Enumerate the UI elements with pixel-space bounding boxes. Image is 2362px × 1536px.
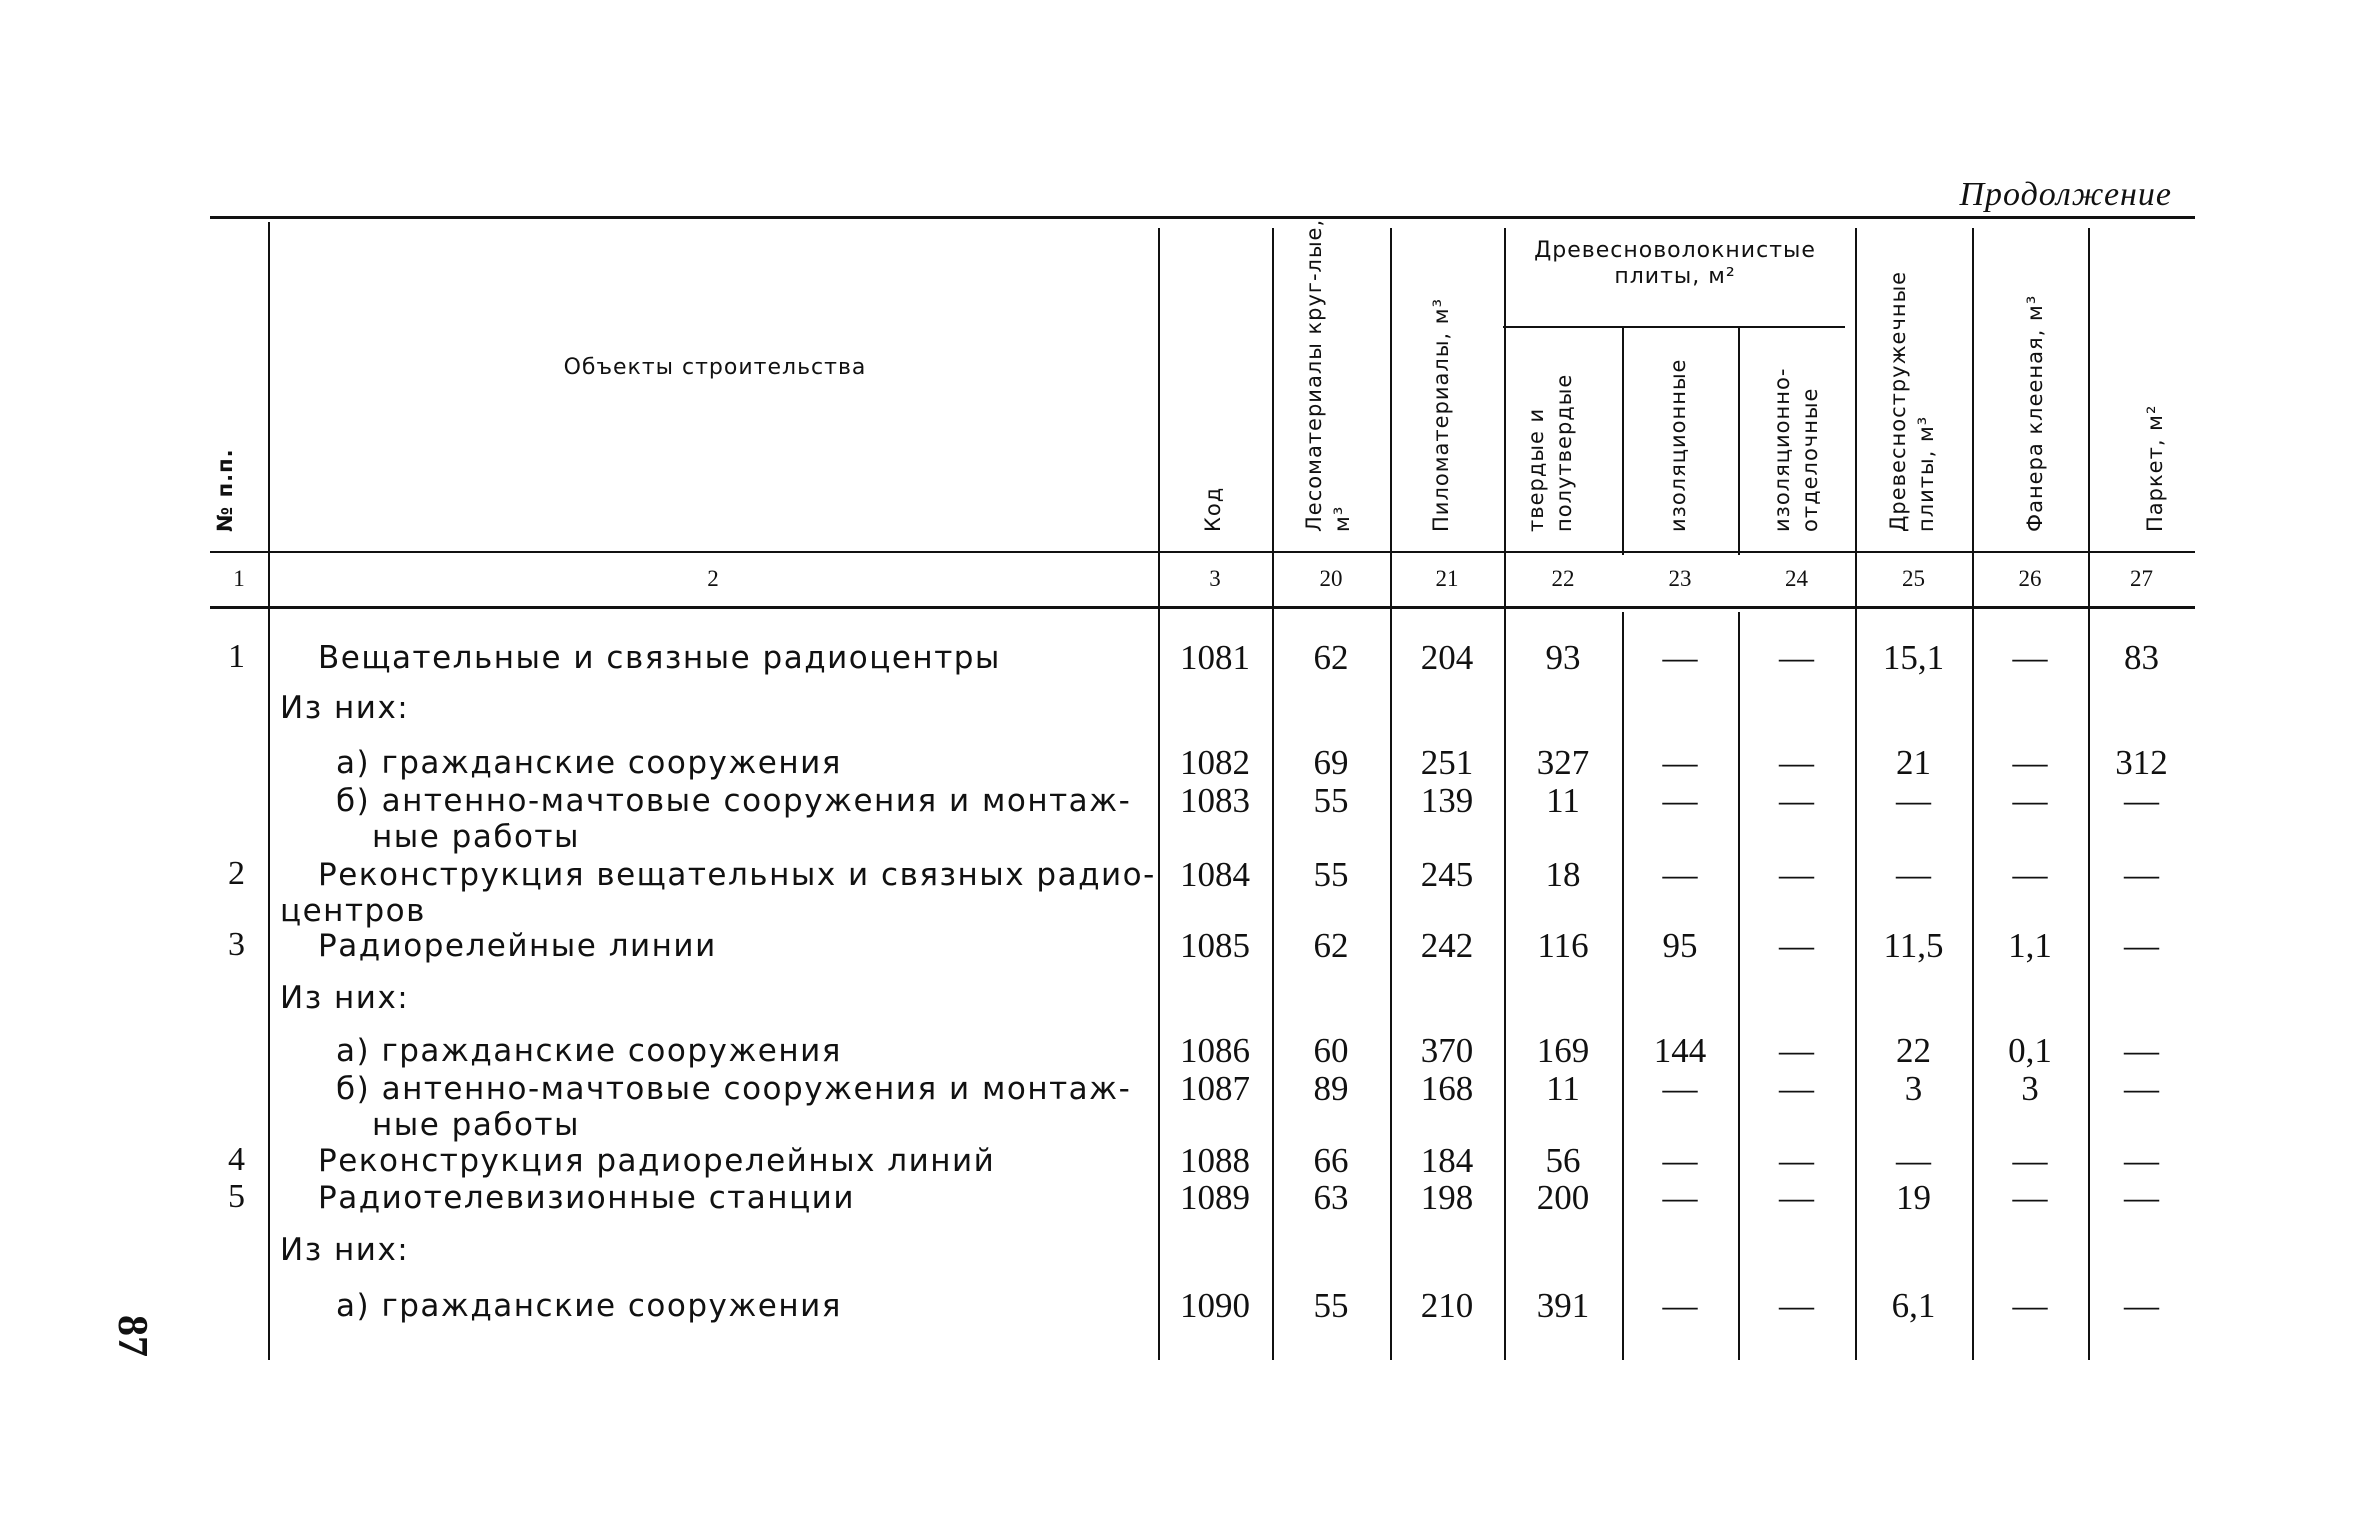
table-cell: 11,5 (1883, 926, 1944, 965)
colnum-bottom-rule (210, 606, 2195, 609)
row-label: Из них: (280, 1232, 410, 1268)
header-col27: Паркет, м² (2143, 404, 2167, 532)
table-cell: 69 (1313, 743, 1349, 782)
header-bottom-rule (210, 551, 2195, 553)
table-cell: — (2012, 1178, 2048, 1217)
table-cell: — (2012, 1141, 2048, 1180)
table-cell: 370 (1420, 1031, 1474, 1070)
row-label-continued: ные работы (372, 1107, 580, 1143)
table-cell: 204 (1420, 638, 1474, 677)
table-cell: — (1662, 1178, 1698, 1217)
table-cell: 11 (1546, 781, 1580, 820)
table-cell: 21 (1896, 743, 1931, 782)
table-cell: — (2124, 855, 2159, 894)
table-cell: 3 (1904, 1069, 1923, 1108)
table-cell: — (1896, 855, 1931, 894)
table-cell: 312 (2115, 743, 2168, 782)
table-cell: 55 (1313, 855, 1349, 894)
table-cell: 169 (1536, 1031, 1590, 1070)
table-cell: 242 (1420, 926, 1474, 965)
table-cell: 56 (1545, 1141, 1581, 1180)
table-cell: — (1779, 638, 1814, 677)
table-cell: 11 (1546, 1069, 1580, 1108)
header-objects: Объекты строительства (563, 355, 867, 380)
table-cell: — (1779, 781, 1814, 820)
table-cell: 1085 (1180, 926, 1250, 965)
table-top-rule (210, 216, 2195, 219)
table-cell: 144 (1653, 1031, 1707, 1070)
table-cell: 184 (1420, 1141, 1474, 1180)
table-cell: 245 (1420, 855, 1474, 894)
continuation-label: Продолжение (1959, 176, 2172, 213)
table-cell: — (1662, 1069, 1698, 1108)
table-cell: 55 (1313, 1286, 1349, 1325)
column-number: 23 (1668, 566, 1692, 591)
header-code: Код (1201, 486, 1225, 532)
header-col24: изоляционно-отделочные (1770, 367, 1822, 532)
table-cell: 139 (1420, 781, 1474, 820)
table-cell: 89 (1313, 1069, 1349, 1108)
table-cell: — (2124, 1141, 2159, 1180)
fiber-group-rule (1503, 326, 1845, 328)
column-number: 26 (2018, 566, 2042, 591)
table-cell: — (2012, 743, 2048, 782)
table-cell: — (1779, 1031, 1814, 1070)
table-cell: 1087 (1180, 1069, 1250, 1108)
page-number: 87 (109, 1315, 155, 1357)
table-cell: 62 (1313, 926, 1349, 965)
table-cell: 62 (1313, 638, 1349, 677)
table-cell: 1083 (1180, 781, 1250, 820)
column-number: 1 (233, 566, 245, 591)
table-cell: 1088 (1180, 1141, 1250, 1180)
row-label: б) антенно-мачтовые сооружения и монтаж- (336, 783, 1132, 819)
table-cell: 1090 (1180, 1286, 1250, 1325)
table-cell: 6,1 (1891, 1286, 1936, 1325)
header-col23: изоляционные (1666, 358, 1690, 532)
table-cell: 1,1 (2008, 926, 2052, 965)
table-cell: 0,1 (2008, 1031, 2052, 1070)
row-label: б) антенно-мачтовые сооружения и монтаж- (336, 1071, 1132, 1107)
table-cell: — (2124, 1286, 2159, 1325)
table-cell: — (2124, 781, 2159, 820)
row-label: Из них: (280, 690, 410, 726)
header-col25: Древесностружечные плиты, м³ (1886, 270, 1938, 532)
table-cell: 210 (1420, 1286, 1474, 1325)
table-cell: 95 (1662, 926, 1698, 965)
row-number: 5 (228, 1178, 245, 1215)
table-cell: — (2124, 926, 2159, 965)
row-number: 3 (228, 926, 245, 963)
table-cell: — (1779, 1286, 1814, 1325)
row-label: Радиорелейные линии (318, 928, 717, 964)
table-cell: — (1662, 1286, 1698, 1325)
table-cell: 93 (1545, 638, 1581, 677)
header-num: № п.п. (213, 448, 237, 532)
row-label: а) гражданские сооружения (336, 1288, 842, 1324)
row-number: 4 (228, 1141, 245, 1178)
column-rule (1738, 328, 1740, 555)
column-number: 22 (1551, 566, 1575, 591)
table-cell: 1081 (1180, 638, 1250, 677)
table-cell: — (2012, 781, 2048, 820)
table-cell: 200 (1536, 1178, 1590, 1217)
table-cell: — (1662, 855, 1698, 894)
table-cell: 198 (1420, 1178, 1474, 1217)
table-cell: 1089 (1180, 1178, 1250, 1217)
column-rule (1622, 328, 1624, 555)
row-label: Реконструкция радиорелейных линий (318, 1143, 996, 1179)
table-cell: — (1896, 781, 1931, 820)
header-col20: Лесоматериалы круг-лые, м³ (1302, 218, 1354, 532)
table-cell: — (2124, 1178, 2159, 1217)
table-cell: — (1779, 1069, 1814, 1108)
row-label: Радиотелевизионные станции (318, 1180, 855, 1216)
table-cell: — (2012, 1286, 2048, 1325)
column-number: 24 (1785, 566, 1808, 591)
table-cell: — (1662, 743, 1698, 782)
table-cell: — (2124, 1069, 2159, 1108)
table-cell: — (1662, 781, 1698, 820)
table-cell: 60 (1313, 1031, 1349, 1070)
table-cell: 3 (2021, 1069, 2039, 1108)
column-number: 25 (1902, 566, 1925, 591)
table-cell: 83 (2124, 638, 2159, 677)
table-cell: 1086 (1180, 1031, 1250, 1070)
column-number: 3 (1209, 566, 1221, 591)
header-col26: Фанера клееная, м³ (2023, 294, 2047, 532)
table-cell: — (1779, 1178, 1814, 1217)
table-cell: — (1779, 1141, 1814, 1180)
column-rule (1622, 612, 1624, 1360)
row-number: 1 (228, 638, 245, 675)
column-rule (268, 222, 270, 1360)
row-number: 2 (228, 855, 245, 892)
table-cell: 168 (1420, 1069, 1474, 1108)
table-cell: 66 (1313, 1141, 1349, 1180)
table-cell: 63 (1313, 1178, 1349, 1217)
table-cell: — (1662, 1141, 1698, 1180)
table-cell: 22 (1896, 1031, 1931, 1070)
table-cell: 327 (1536, 743, 1590, 782)
header-fiber-group: Древесноволокнистые плиты, м² (1534, 238, 1816, 289)
table-cell: 15,1 (1882, 638, 1945, 677)
row-label: а) гражданские сооружения (336, 1033, 842, 1069)
column-number: 20 (1319, 566, 1343, 591)
column-rule (1738, 612, 1740, 1360)
table-cell: — (2124, 1031, 2159, 1070)
row-label: Вещательные и связные радиоцентры (318, 640, 1001, 676)
row-label: а) гражданские сооружения (336, 745, 842, 781)
table-cell: 251 (1420, 743, 1474, 782)
column-number: 27 (2130, 566, 2153, 591)
table-cell: 55 (1313, 781, 1349, 820)
table-cell: 18 (1545, 855, 1581, 894)
row-label: Реконструкция вещательных и связных радио- (318, 857, 1156, 893)
table-cell: — (2012, 638, 2048, 677)
table-cell: — (1779, 855, 1814, 894)
column-number: 21 (1435, 566, 1459, 591)
table-cell: — (1662, 638, 1698, 677)
table-cell: 116 (1537, 926, 1589, 965)
table-cell: 19 (1896, 1178, 1931, 1217)
table-cell: — (1779, 743, 1814, 782)
table-cell: 1082 (1180, 743, 1250, 782)
table-cell: — (1896, 1141, 1931, 1180)
row-label-continued: центров (280, 893, 426, 929)
header-col22: твердые и полутвердые (1524, 373, 1576, 532)
row-label-continued: ные работы (372, 819, 580, 855)
column-number: 2 (707, 566, 719, 591)
table-cell: — (1779, 926, 1814, 965)
table-cell: 1084 (1180, 855, 1250, 894)
table-cell: — (2012, 855, 2048, 894)
table-cell: 391 (1536, 1286, 1590, 1325)
header-col21: Пиломатериалы, м³ (1429, 297, 1453, 532)
row-label: Из них: (280, 980, 410, 1016)
